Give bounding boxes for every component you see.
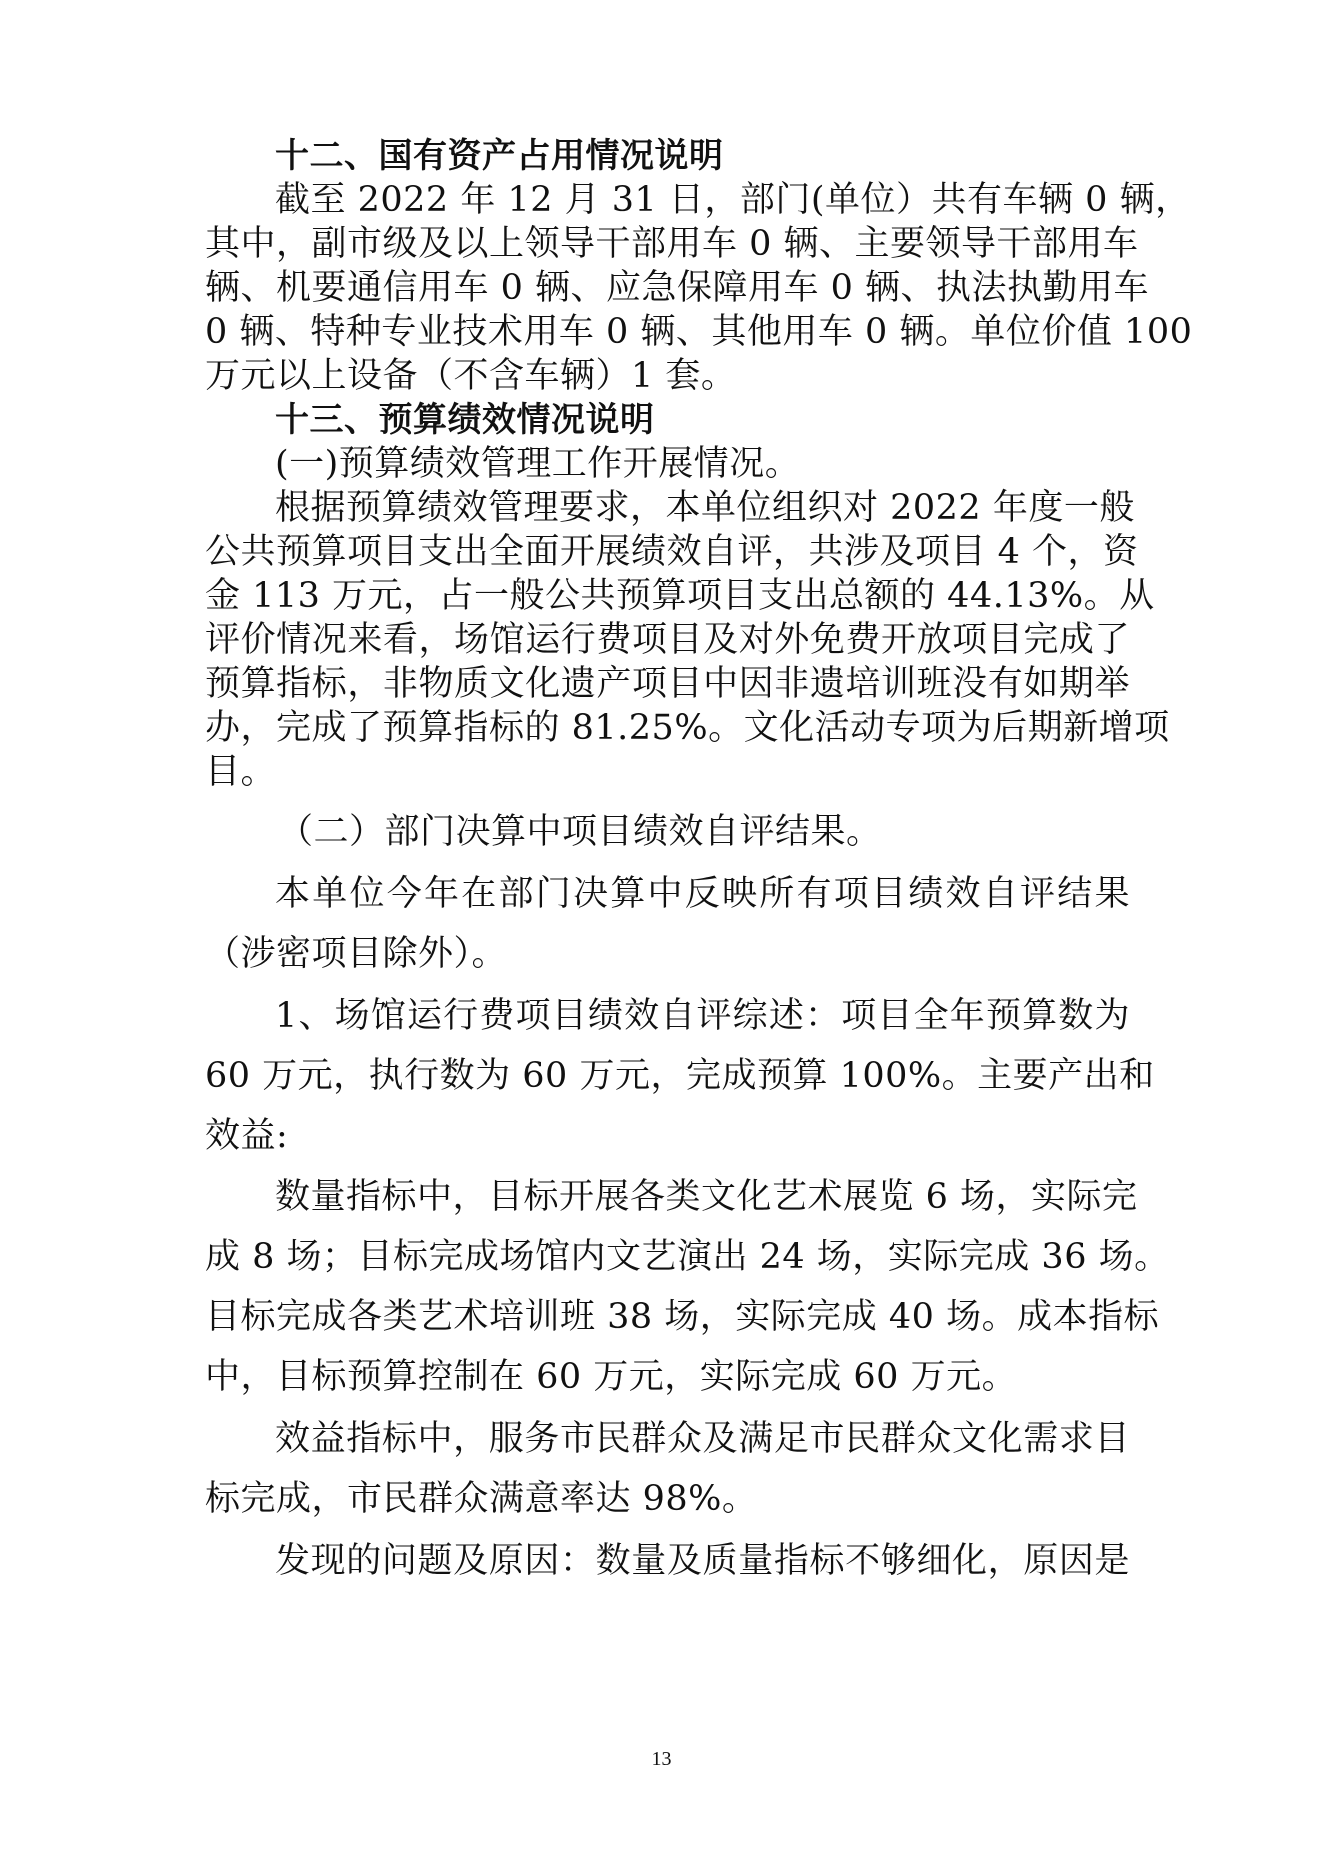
para2-line-2: （涉密项目除外）。	[205, 934, 508, 974]
page-number: 13	[651, 1748, 672, 1770]
para1-line-1: 根据预算绩效管理要求，本单位组织对 2022 年度一般	[275, 488, 1135, 528]
section-12-heading: 十二、国有资产占用情况说明	[275, 136, 724, 176]
para3-line-1: 1、场馆运行费项目绩效自评综述：项目全年预算数为	[275, 996, 1130, 1036]
para1-line-7: 目。	[205, 752, 277, 792]
para1-line-4: 评价情况来看，场馆运行费项目及对外免费开放项目完成了	[205, 620, 1130, 660]
para4-line-3: 目标完成各类艺术培训班 38 场，实际完成 40 场。成本指标	[205, 1297, 1160, 1337]
para1-line-6: 办，完成了预算指标的 81.25%。文化活动专项为后期新增项	[205, 708, 1170, 748]
para1-line-5: 预算指标，非物质文化遗产项目中因非遗培训班没有如期举	[205, 664, 1130, 704]
section-12-line-2: 其中，副市级及以上领导干部用车 0 辆、主要领导干部用车	[205, 224, 1139, 264]
para3-line-2: 60 万元，执行数为 60 万元，完成预算 100%。主要产出和	[205, 1056, 1155, 1096]
para4-line-1: 数量指标中，目标开展各类文化艺术展览 6 场，实际完	[275, 1177, 1138, 1217]
para5-line-1: 效益指标中，服务市民群众及满足市民群众文化需求目	[275, 1419, 1130, 1459]
para4-line-2: 成 8 场；目标完成场馆内文艺演出 24 场，实际完成 36 场。	[205, 1237, 1170, 1277]
section-12-line-1: 截至 2022 年 12 月 31 日，部门(单位）共有车辆 0 辆，	[275, 180, 1191, 220]
section-12-line-3: 辆、机要通信用车 0 辆、应急保障用车 0 辆、执法执勤用车	[205, 268, 1150, 308]
para2-line-1: 本单位今年在部门决算中反映所有项目绩效自评结果	[275, 874, 1130, 914]
para1-line-2: 公共预算项目支出全面开展绩效自评，共涉及项目 4 个，资	[205, 532, 1139, 572]
sub-heading-1: (一)预算绩效管理工作开展情况。	[275, 444, 801, 484]
section-13-heading: 十三、预算绩效情况说明	[275, 400, 655, 440]
para4-line-4: 中，目标预算控制在 60 万元，实际完成 60 万元。	[205, 1357, 1018, 1397]
sub-heading-2: （二）部门决算中项目绩效自评结果。	[278, 812, 882, 852]
para3-line-3: 效益:	[205, 1116, 289, 1156]
section-12-line-5: 万元以上设备（不含车辆）1 套。	[205, 356, 737, 396]
para5-line-2: 标完成，市民群众满意率达 98%。	[205, 1479, 758, 1519]
para6-line-1: 发现的问题及原因：数量及质量指标不够细化，原因是	[275, 1541, 1130, 1581]
para1-line-3: 金 113 万元，占一般公共预算项目支出总额的 44.13%。从	[205, 576, 1155, 616]
section-12-line-4: 0 辆、特种专业技术用车 0 辆、其他用车 0 辆。单位价值 100	[205, 312, 1193, 352]
